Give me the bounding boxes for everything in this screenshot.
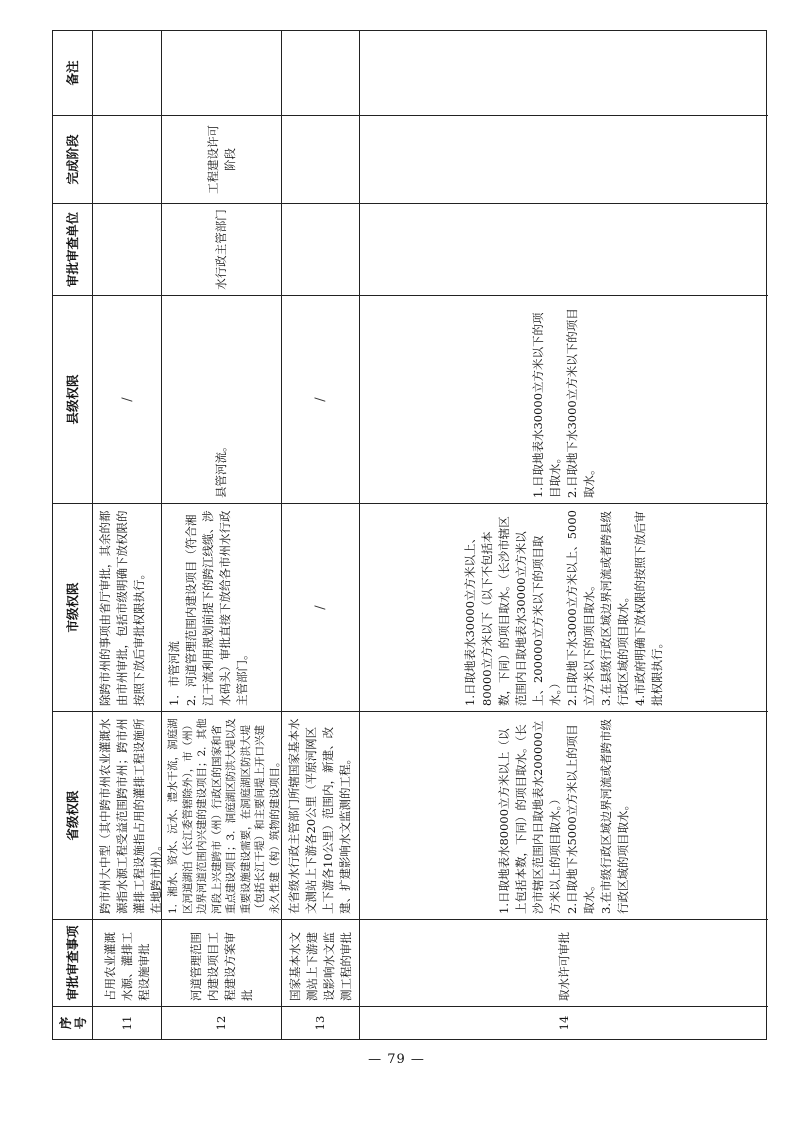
row-item: 占用农业灌溉水源、灌排工程设施审批 — [93, 919, 161, 1006]
header-item: 审批审查事项 — [53, 919, 92, 1006]
table-row — [162, 31, 282, 1039]
page-number: — 79 — — [368, 1052, 425, 1067]
row-stage — [360, 115, 768, 203]
row-remark — [162, 31, 281, 115]
row-county: 县管河流。 — [162, 295, 281, 503]
header-no: 序号 — [53, 1006, 92, 1039]
row-item: 取水许可审批 — [360, 919, 768, 1006]
row-unit — [282, 203, 359, 295]
row-city: 除跨市州的事项由省厅审批，其余的都由市州审批，包括市级明确下放权限的按照下放后审批权限执行。 — [93, 503, 161, 711]
row-remark — [93, 31, 161, 115]
header-county: 县级权限 — [53, 295, 92, 503]
row-county: 1.日取地表水30000立方米以下的项目取水。 2.日取地下水3000立方米以下的项目取水。 — [360, 295, 768, 503]
header-unit: 审批审查单位 — [53, 203, 92, 295]
table-row — [360, 31, 768, 1039]
row-unit — [93, 203, 161, 295]
row-city: 1.日取地表水30000立方米以上、80000立方米以下（以下不包括本数，下同）的项目取水。（长沙市辖区范围内日取地表水30000立方米以上、200000立方米以下的项目取水。） 2.日取地下水3000立方米以上、5000立方米以下的项目取水。 3.在县级行政区域边界河流或者跨县级行政区域的项目取水。 4.市政府明确下放权限的按照下放后审批权限执行。 — [360, 503, 768, 711]
row-stage — [282, 115, 359, 203]
row-item: 河道管理范围内建设项目工程建设方案审批 — [162, 919, 281, 1006]
row-remark — [360, 31, 768, 115]
row-province: 跨市州大中型（其中跨市州农业灌溉水源指水源工程受益范围跨市州；跨市州灌排工程设施指占用的灌排工程设施所在地跨市州）。 — [93, 711, 161, 919]
row-no: 11 — [93, 1006, 161, 1039]
row-province: 1．湘水、资水、沅水、澧水干流，洞庭湖区河道湖泊（长江委管辖除外），市（州）边界河道范围内兴建的建设项目；2．其他河段上兴建跨市（州）行政区的国家和省重点建设项目；3．洞庭湖区防洪大堤以及重要设施建设需要，在洞庭湖区防洪大堤（包括长江干堤）和主要间堤上开口兴建永久性建（构）筑物的建设项目。 — [162, 711, 281, 919]
row-city: 1．市管河流 2．河道管理范围内建设项目（符合湘江干流利用规划前提下的跨江线缆、涉水码头）审批直接下放给各市州水行政主管部门。 — [162, 503, 281, 711]
header-province: 省级权限 — [53, 711, 92, 919]
table-row — [93, 31, 162, 1039]
row-remark — [282, 31, 359, 115]
row-stage: 工程建设许可阶段 — [162, 115, 281, 203]
header-city: 市级权限 — [53, 503, 92, 711]
row-county: / — [282, 295, 359, 503]
row-no: 14 — [360, 1006, 768, 1039]
row-county: / — [93, 295, 161, 503]
row-city: / — [282, 503, 359, 711]
header-remark: 备注 — [65, 60, 80, 86]
row-item: 国家基本水文测站上下游建设影响水文监测工程的审批 — [282, 919, 359, 1006]
row-unit: 水行政主管部门 — [162, 203, 281, 295]
row-no: 12 — [162, 1006, 281, 1039]
approval-table — [52, 30, 767, 1040]
row-unit — [360, 203, 768, 295]
row-province: 在省级水行政主管部门所辖国家基本水文测站上下游各20公里（平原河网区上下游各10公里）范围内，新建、改建、扩建影响水文监测的工程。 — [282, 711, 359, 919]
row-stage — [93, 115, 161, 203]
row-no: 13 — [282, 1006, 359, 1039]
table-header — [53, 31, 93, 1039]
row-province: 1.日取地表水80000立方米以上（以上包括本数，下同）的项目取水。（长沙市辖区范围内日取地表水200000立方米以上的项目取水。） 2.日取地下水5000立方米以上的项目取水。 3.在市级行政区域边界河流或者跨市级行政区域的项目取水。 — [360, 711, 768, 919]
table-row — [282, 31, 360, 1039]
header-stage: 完成阶段 — [53, 115, 92, 203]
